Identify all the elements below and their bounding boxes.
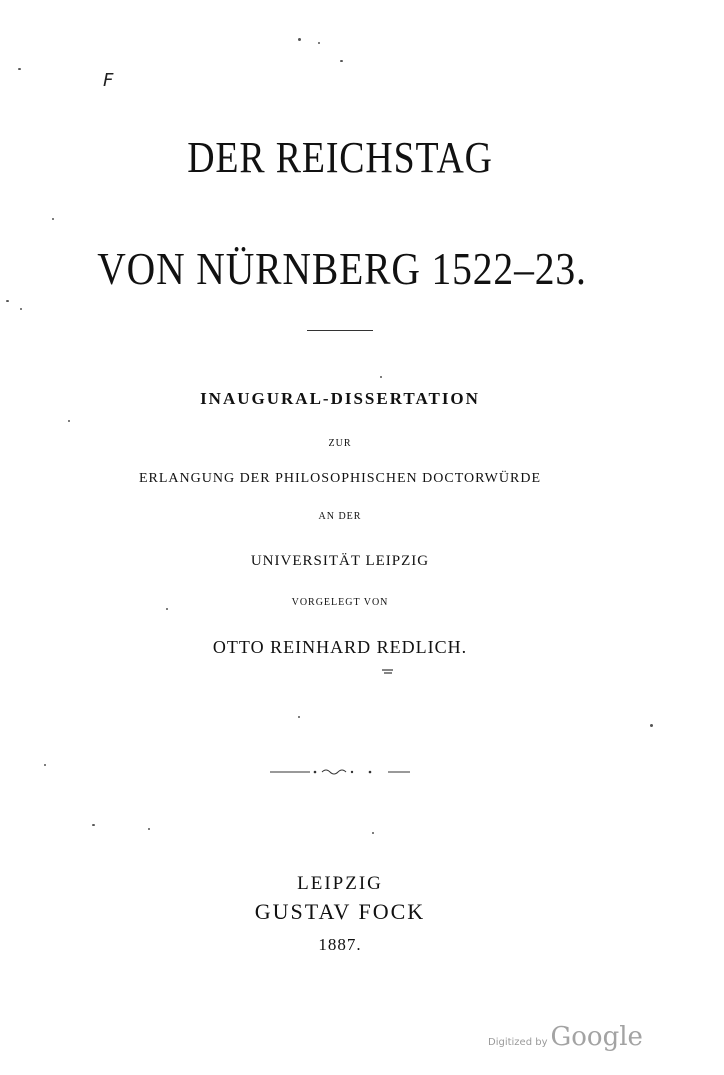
zur-text: ZUR — [328, 438, 352, 449]
paper-speck — [6, 300, 9, 302]
vorgelegt-text: VORGELEGT VON — [291, 597, 389, 608]
paper-speck — [52, 218, 54, 220]
title-divider — [307, 330, 373, 331]
paper-speck — [298, 38, 301, 41]
ornament-divider-icon — [270, 766, 410, 778]
paper-speck — [18, 68, 21, 70]
title-line-2: VON NÜRNBERG 1522–23. — [97, 243, 587, 294]
paper-speck — [92, 824, 95, 826]
paper-speck — [44, 764, 46, 766]
watermark-prefix: Digitized by — [488, 1037, 548, 1048]
paper-speck — [318, 42, 320, 44]
paper-speck — [298, 716, 300, 718]
paper-speck — [148, 828, 150, 830]
an-der-text: AN DER — [318, 511, 362, 522]
paper-speck — [340, 60, 343, 62]
handwritten-mark: F — [103, 70, 114, 91]
paper-speck — [166, 608, 168, 610]
title-line-1: DER REICHSTAG — [187, 133, 493, 182]
paper-speck — [20, 308, 22, 310]
publication-year: 1887. — [318, 935, 362, 954]
paper-speck — [650, 724, 653, 727]
publication-city: LEIPZIG — [297, 873, 383, 894]
pencil-underline-icon — [381, 668, 395, 676]
paper-speck — [380, 376, 382, 378]
google-logo: Google — [550, 1022, 643, 1052]
paper-speck — [68, 420, 70, 422]
author-name: OTTO REINHARD REDLICH. — [212, 637, 468, 657]
digitized-watermark — [488, 1022, 643, 1052]
university-text: UNIVERSITÄT LEIPZIG — [250, 553, 430, 569]
dissertation-heading: INAUGURAL-DISSERTATION — [200, 389, 480, 408]
purpose-text: ERLANGUNG DER PHILOSOPHISCHEN DOCTORWÜRDE — [138, 471, 542, 486]
publisher-name: GUSTAV FOCK — [254, 899, 426, 924]
paper-speck — [372, 832, 374, 834]
